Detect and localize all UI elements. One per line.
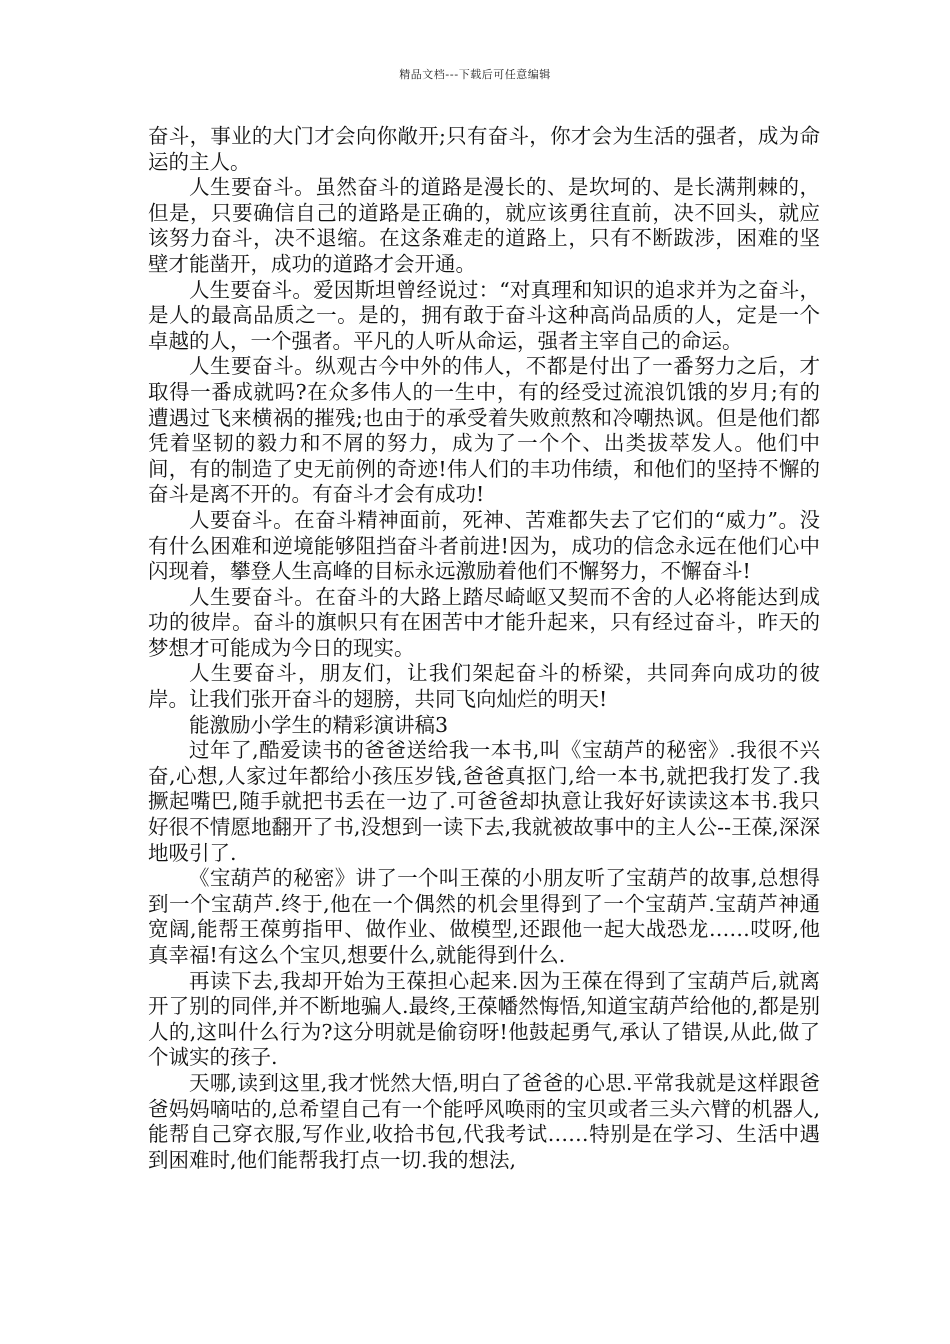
section-heading: 能激励小学生的精彩演讲稿3: [189, 712, 449, 737]
paragraph: 天哪,读到这里,我才恍然大悟,明白了爸爸的心思.平常我就是这样跟爸爸妈妈嘀咕的,总希望自己有一个能呼风唤雨的宝贝或者三头六臂的机器人,能帮自己穿衣服,写作业,收拾书包,代我考试……特别是在学习、生活中遇到困难时,他们能帮我打点一切.我的想法,: [148, 1070, 820, 1172]
paragraph: 人生要奋斗。虽然奋斗的道路是漫长的、是坎坷的、是长满荆棘的，但是，只要确信自己的道路是正确的，就应该勇往直前，决不回头，就应该努力奋斗，决不退缩。在这条难走的道路上，只有不断跋涉，困难的坚壁才能凿开，成功的道路才会开通。: [148, 175, 820, 276]
paragraph: 人生要奋斗。爱因斯坦曾经说过：“对真理和知识的追求并为之奋斗，是人的最高品质之一。是的，拥有敢于奋斗这种高尚品质的人，定是一个卓越的人，一个强者。平凡的人听从命运，强者主宰自己的命运。: [148, 277, 820, 353]
paragraph: 奋斗，事业的大门才会向你敞开;只有奋斗，你才会为生活的强者，成为命运的主人。: [148, 124, 820, 174]
page-header: 精品文档---下载后可任意编辑: [399, 68, 551, 81]
paragraph: 人生要奋斗，朋友们，让我们架起奋斗的桥梁，共同奔向成功的彼岸。让我们张开奋斗的翅膀，共同飞向灿烂的明天!: [148, 661, 820, 712]
paragraph: 人要奋斗。在奋斗精神面前，死神、苦难都失去了它们的“威力”。没有什么困难和逆境能够阻挡奋斗者前进!因为，成功的信念永远在他们心中闪现着，攀登人生高峰的目标永远激励着他们不懈努力，不懈奋斗!: [148, 507, 820, 584]
paragraph: 人生要奋斗。纵观古今中外的伟人，不都是付出了一番努力之后，才取得一番成就吗?在众多伟人的一生中，有的经受过流浪饥饿的岁月;有的遭遇过飞来横祸的摧残;也由于的承受着失败煎熬和冷嘲热讽。但是他们都凭着坚韧的毅力和不屑的努力，成为了一个个、出类拔萃发人。他们中间，有的制造了史无前例的奇迹!伟人们的丰功伟绩，和他们的坚持不懈的奋斗是离不开的。有奋斗才会有成功!: [148, 354, 820, 507]
document-body: [148, 124, 820, 1173]
paragraph: 过年了,酷爱读书的爸爸送给我一本书,叫《宝葫芦的秘密》.我很不兴奋,心想,人家过年都给小孩压岁钱,爸爸真抠门,给一本书,就把我打发了.我撅起嘴巴,随手就把书丢在一边了.可爸爸却执意让我好好读读这本书.我只好很不情愿地翻开了书,没想到一读下去,我就被故事中的主人公--王葆,深深地吸引了.: [148, 738, 820, 865]
paragraph: 《宝葫芦的秘密》讲了一个叫王葆的小朋友听了宝葫芦的故事,总想得到一个宝葫芦.终于,他在一个偶然的机会里得到了一个宝葫芦.宝葫芦神通宽阔,能帮王葆剪指甲、做作业、做模型,还跟他一起大战恐龙……哎呀,他真幸福!有这么个宝贝,想要什么,就能得到什么.: [148, 866, 820, 967]
paragraph: 再读下去,我却开始为王葆担心起来.因为王葆在得到了宝葫芦后,就离开了别的同伴,并不断地骗人.最终,王葆幡然悔悟,知道宝葫芦给他的,都是别人的,这叫什么行为?这分明就是偷窃呀!他鼓起勇气,承认了错误,从此,做了个诚实的孩子.: [148, 968, 820, 1070]
paragraph: 人生要奋斗。在奋斗的大路上踏尽崎岖又契而不舍的人必将能达到成功的彼岸。奋斗的旗帜只有在困苦中才能升起来，只有经过奋斗，昨天的梦想才可能成为今日的现实。: [148, 584, 820, 660]
